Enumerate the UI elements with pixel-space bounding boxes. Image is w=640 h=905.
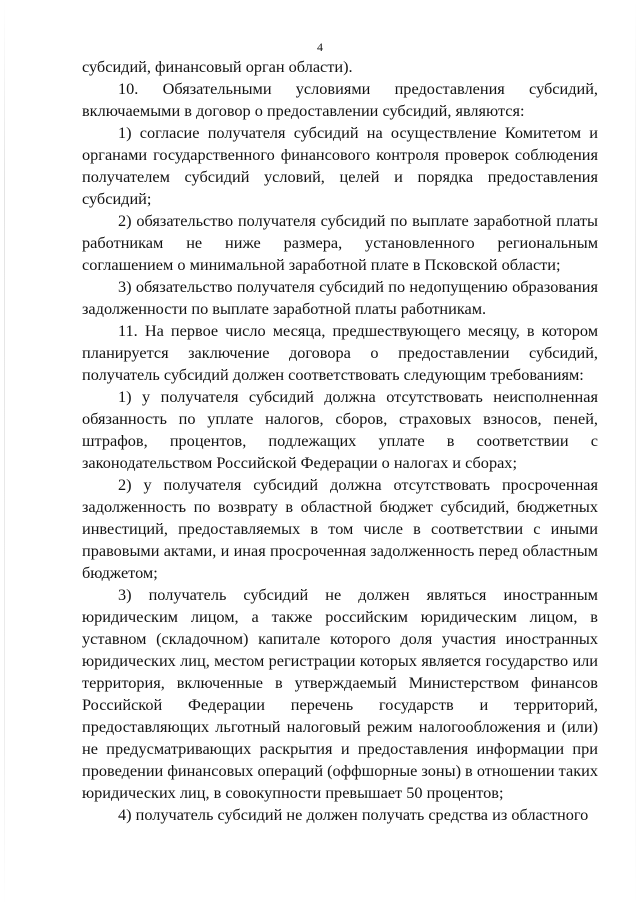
paragraph-clause-10-item-1: 1) согласие получателя субсидий на осуществление Комитетом и органами государственного финансового контроля проверок соблюдения получателем субсидий условий, целей и порядка предоставления субсидий; <box>82 123 598 208</box>
paragraph-continuation: субсидий, финансовый орган области). <box>82 57 353 76</box>
paragraph-clause-10-item-3: 3) обязательство получателя субсидий по недопущению образования задолженности по выплате заработной платы работникам. <box>82 277 598 318</box>
scan-edge-left <box>4 0 5 905</box>
page-number: 4 <box>317 40 323 54</box>
paragraph-clause-11-item-2: 2) у получателя субсидий должна отсутствовать просроченная задолженность по возврату в областной бюджет субсидий, бюджетных инвестиций, предоставляемых в том числе в соответствии с иными правовыми актами, и иная просроченная задолженность перед областным бюджетом; <box>82 475 598 582</box>
paragraph-clause-11: 11. На первое число месяца, предшествующего месяцу, в котором планируется заключение договора о предоставлении субсидий, получатель субсидий должен соответствовать следующим требованиям: <box>82 321 598 384</box>
paragraph-clause-10-item-2: 2) обязательство получателя субсидий по выплате заработной платы работникам не ниже размера, установленного региональным соглашением о минимальной заработной плате в Псковской области; <box>82 211 598 274</box>
paragraph-clause-11-item-1: 1) у получателя субсидий должна отсутствовать неисполненная обязанность по уплате налогов, сборов, страховых взносов, пеней, штрафов, процентов, подлежащих уплате в соответствии с законодательством Российской Федерации о налогах и сборах; <box>82 387 598 472</box>
paragraph-clause-11-item-3: 3) получатель субсидий не должен являться иностранным юридическим лицом, а также российским юридическим лицом, в уставном (складочном) капитале которого доля участия иностранных юридических лиц, местом регистрации которых является государство или территория, включенные в утверждаемый Министерством финансов Российской Федерации перечень государств и территорий, предоставляющих льготный налоговый режим налогообложения и (или) не предусматривающих раскрытия и предоставления информации при проведении финансовых операций (оффшорные зоны) в отношении таких юридических лиц, в совокупности превышает 50 процентов; <box>82 585 598 802</box>
document-body <box>82 56 598 826</box>
scan-edge-right <box>635 0 636 905</box>
paragraph-clause-10: 10. Обязательными условиями предоставления субсидий, включаемыми в договор о предоставлении субсидий, являются: <box>82 79 598 120</box>
paragraph-clause-11-item-4: 4) получатель субсидий не должен получать средства из областного <box>118 805 589 824</box>
